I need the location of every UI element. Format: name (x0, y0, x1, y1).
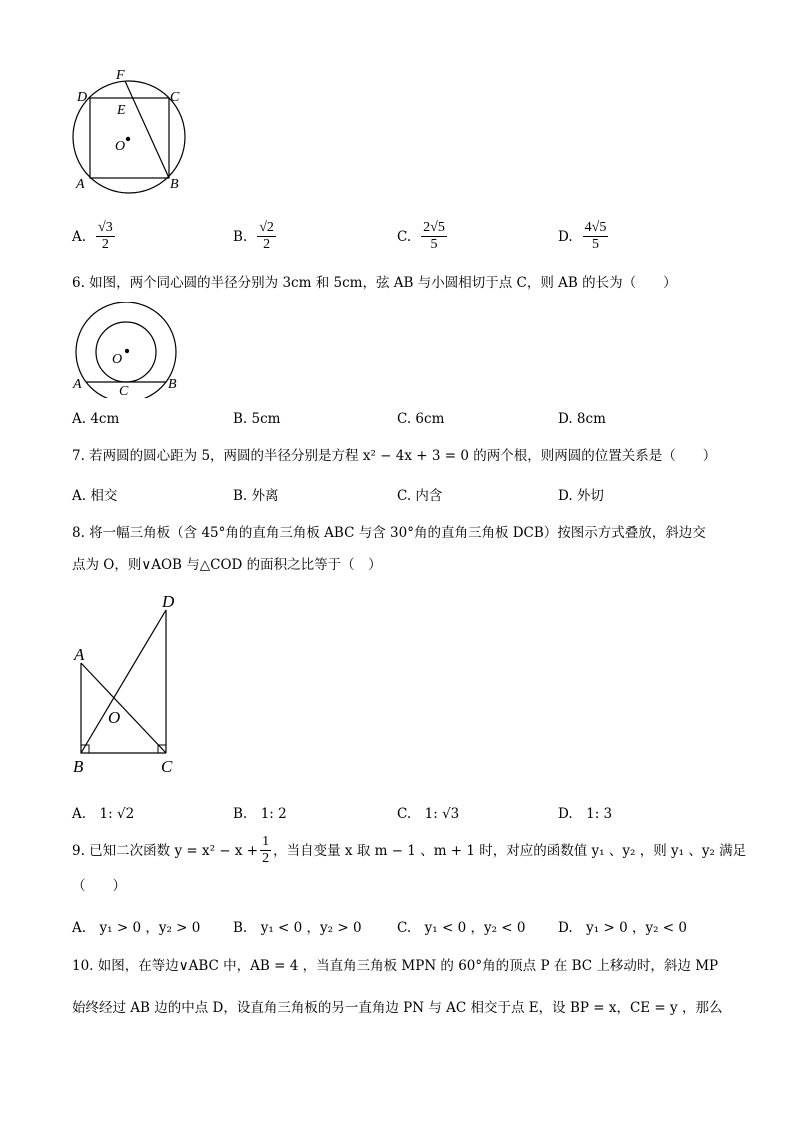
q9-option-c[interactable]: C. y₁ < 0 ，y₂ < 0 (397, 920, 526, 936)
q6-option-d[interactable]: D. 8cm (558, 411, 606, 427)
q9-option-d[interactable]: D. y₁ > 0 ，y₂ < 0 (558, 920, 687, 936)
q8-label-A: A (74, 645, 85, 664)
q9-stem-pre: 9. 已知二次函数 y = x² − x + (72, 842, 259, 859)
q8-label-O: O (108, 708, 121, 727)
q9-fraction: $\frac{1}{2}$ (262, 834, 270, 866)
q6-figure (70, 302, 190, 398)
q7-option-d[interactable]: D. 外切 (558, 488, 604, 504)
q7-stem: 7. 若两圆的圆心距为 5，两圆的半径分别是方程 x² − 4x + 3 = 0 的两个根，则两圆的位置关系是（ ） (72, 448, 717, 464)
q5-option-c[interactable]: C. $\frac{2√5}{5}$ (397, 220, 445, 252)
q6-stem: 6. 如图，两个同心圆的半径分别为 3cm 和 5cm，弦 AB 与小圆相切于点 C，则 AB 的长为（ ） (72, 275, 677, 291)
q9-stem-post: ，当自变量 x 取 m − 1 、m + 1 时，对应的函数值 y₁ 、y₂ ，则 y₁ 、y₂ 满足 (273, 842, 747, 859)
q6-option-a[interactable]: A. 4cm (72, 411, 120, 427)
q6-option-c[interactable]: C. 6cm (397, 411, 445, 427)
q5-label-A: A (76, 177, 85, 192)
q8-stem-line2: 点为 O，则∨AOB 与△COD 的面积之比等于（ ） (72, 557, 382, 573)
q5-label-O: O (115, 139, 126, 154)
q9-option-a[interactable]: A. y₁ > 0 ，y₂ > 0 (72, 920, 201, 936)
q5-label-C: C (170, 90, 180, 105)
q8-option-c[interactable]: C. 1: √3 (397, 806, 460, 822)
q8-stem-line1: 8. 将一幅三角板（含 45°角的直角三角板 ABC 与含 30°角的直角三角板 DCB）按图示方式叠放，斜边交 (72, 525, 706, 541)
q6-option-b[interactable]: B. 5cm (233, 411, 281, 427)
q6-label-B: B (168, 377, 177, 392)
q9-stem-line1 (72, 834, 746, 867)
q6-label-A: A (73, 377, 82, 392)
q7-option-c[interactable]: C. 内含 (397, 488, 443, 504)
q6-label-C: C (119, 384, 129, 398)
q7-option-b[interactable]: B. 外离 (233, 488, 279, 504)
q5-option-a[interactable]: A. $\frac{√3}{2}$ (72, 220, 113, 252)
q9-stem-line2: （ ） (72, 878, 126, 894)
q8-option-d[interactable]: D. 1: 3 (558, 806, 613, 822)
q5-label-D: D (77, 90, 88, 105)
q5-figure (70, 66, 200, 194)
q5-label-E: E (117, 103, 126, 118)
q8-label-C: C (161, 757, 173, 776)
q9-option-b[interactable]: B. y₁ < 0 ，y₂ > 0 (233, 920, 362, 936)
q5-label-F: F (116, 68, 125, 83)
q8-option-a[interactable]: A. 1: √2 (72, 806, 135, 822)
q6-label-O: O (112, 352, 123, 367)
q10-stem-line1: 10. 如图，在等边∨ABC 中，AB = 4 ，当直角三角板 MPN 的 60°角的顶点 P 在 BC 上移动时，斜边 MP (72, 958, 719, 974)
q8-figure (70, 588, 190, 778)
q8-option-b[interactable]: B. 1: 2 (233, 806, 287, 822)
q5-option-b[interactable]: B. $\frac{√2}{2}$ (233, 220, 274, 252)
q8-label-B: B (73, 757, 84, 776)
q10-stem-line2: 始终经过 AB 边的中点 D，设直角三角板的另一直角边 PN 与 AC 相交于点 E，设 BP = x，CE = y ，那么 (72, 1000, 723, 1016)
q5-label-B: B (170, 177, 179, 192)
q5-option-d[interactable]: D. $\frac{4√5}{5}$ (558, 220, 607, 252)
q8-label-D: D (162, 592, 175, 611)
q7-option-a[interactable]: A. 相交 (72, 488, 118, 504)
